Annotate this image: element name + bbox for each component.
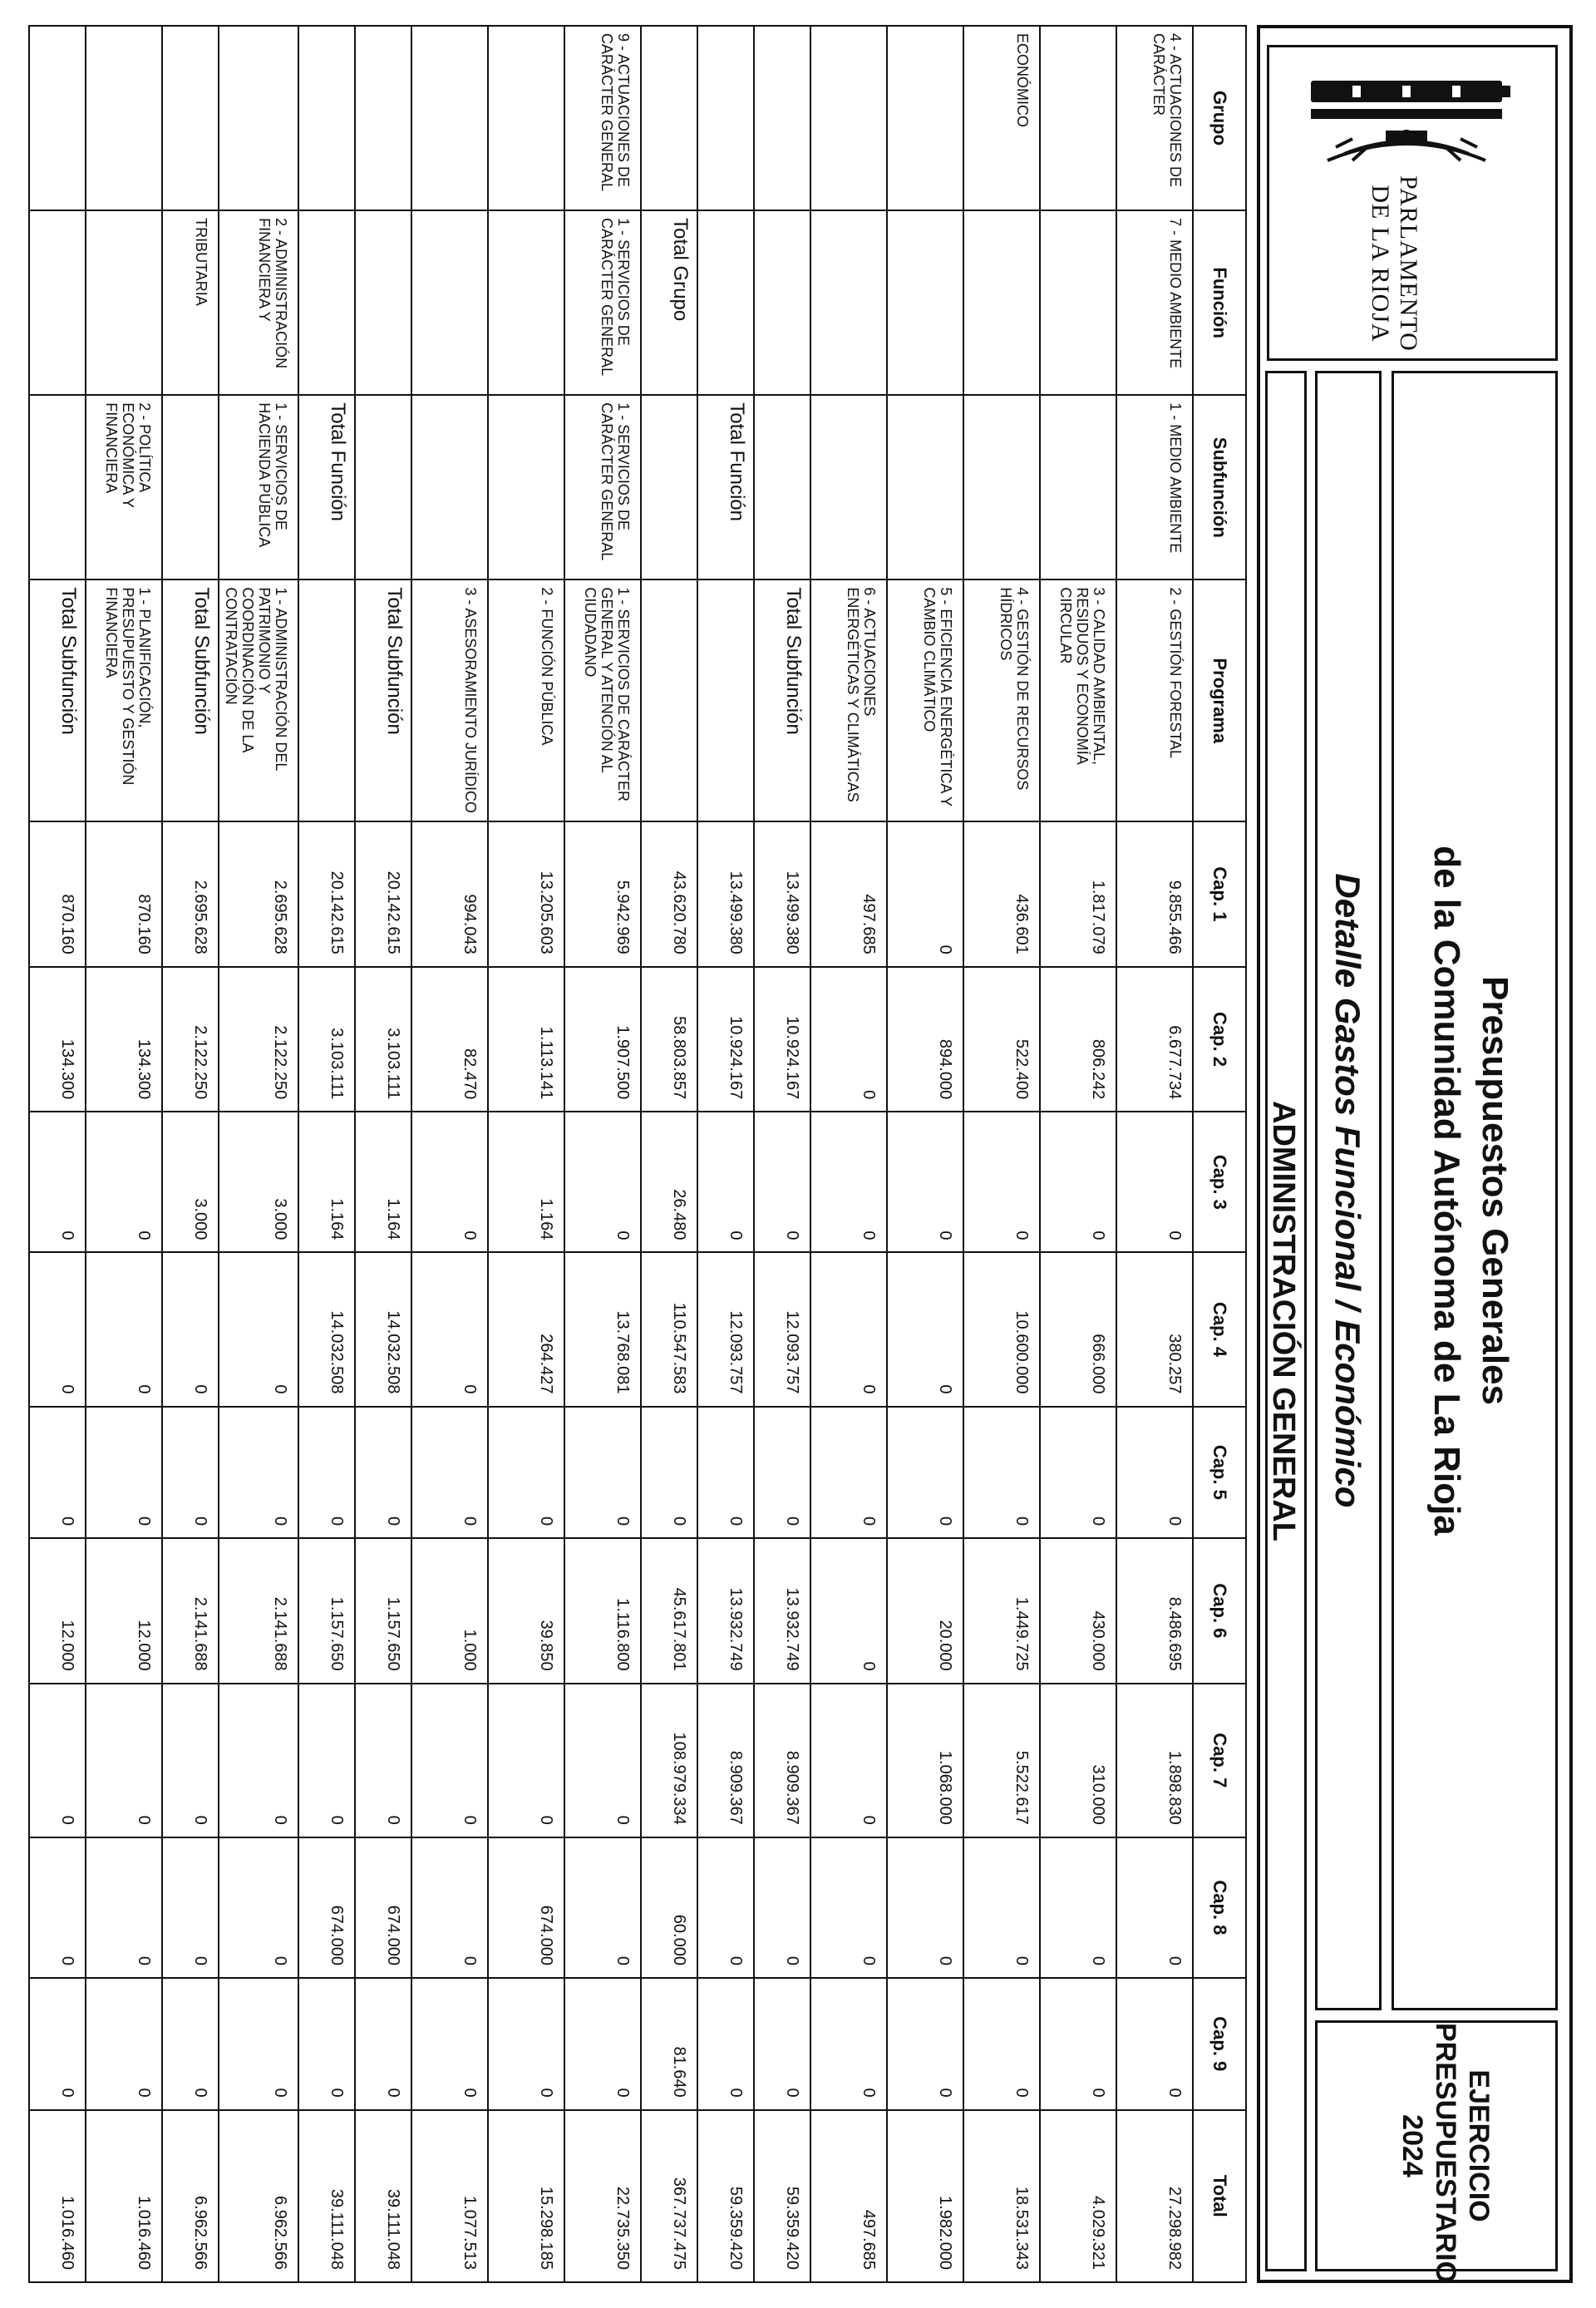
cell-value: 0 <box>564 1407 641 1539</box>
cell-grupo <box>86 26 162 210</box>
cell-subfuncion: Total Función <box>697 395 754 579</box>
cell-value: 82.470 <box>411 967 488 1112</box>
cell-programa: 3 - ASESORAMIENTO JURÍDICO <box>411 579 488 821</box>
fiscal-year-label <box>1396 2023 1495 2283</box>
cell-value: 0 <box>810 1112 887 1252</box>
cell-value: 20.000 <box>887 1538 963 1684</box>
cell-value: 0 <box>29 1684 86 1837</box>
cell-value: 0 <box>219 1978 298 2110</box>
cell-grupo <box>298 26 355 210</box>
cell-value: 0 <box>1040 1978 1116 2110</box>
cell-value: 0 <box>162 1978 219 2110</box>
cell-value: 0 <box>411 1407 488 1539</box>
cell-value: 2.122.250 <box>219 967 298 1112</box>
cell-value: 0 <box>564 1112 641 1252</box>
cell-value: 497.685 <box>810 821 887 967</box>
column-header: Cap. 1 <box>1193 821 1246 967</box>
cell-grupo <box>754 26 810 210</box>
table-row <box>887 26 963 2282</box>
cell-value: 497.685 <box>810 2110 887 2282</box>
cell-value: 6.962.566 <box>219 2110 298 2282</box>
cell-value: 0 <box>86 1112 162 1252</box>
cell-value: 870.160 <box>86 821 162 967</box>
cell-value: 110.547.583 <box>641 1252 697 1406</box>
title-box <box>1392 371 1558 2010</box>
cell-value: 13.932.749 <box>754 1538 810 1684</box>
cell-subfuncion <box>887 395 963 579</box>
fiscal-year-line1: EJERCICIO <box>1463 2069 1495 2222</box>
cell-value: 81.640 <box>641 1978 697 2110</box>
cell-value: 0 <box>219 1684 298 1837</box>
cell-value: 13.499.380 <box>754 821 810 967</box>
cell-value: 12.000 <box>86 1538 162 1684</box>
cell-value: 0 <box>411 1684 488 1837</box>
cell-value: 0 <box>86 1252 162 1406</box>
table-row <box>963 26 1040 2282</box>
cell-value: 870.160 <box>29 821 86 967</box>
cell-programa: 2 - GESTIÓN FORESTAL <box>1116 579 1193 821</box>
table-row <box>1116 26 1193 2282</box>
column-header: Cap. 7 <box>1193 1684 1246 1837</box>
cell-value: 0 <box>86 1407 162 1539</box>
parliament-line1: PARLAMENTO <box>1395 175 1422 352</box>
table-row <box>29 26 86 2282</box>
cell-value: 58.803.857 <box>641 967 697 1112</box>
table-row <box>754 26 810 2282</box>
cell-subfuncion: 1 - MEDIO AMBIENTE <box>1116 395 1193 579</box>
column-header: Cap. 3 <box>1193 1112 1246 1252</box>
cell-subfuncion: 2 - POLÍTICA ECONÓMICA Y FINANCIERA <box>86 395 162 579</box>
cell-value: 1.164 <box>298 1112 355 1252</box>
cell-subfuncion: 1 - SERVICIOS DE CARÁCTER GENERAL <box>564 395 641 579</box>
cell-value: 894.000 <box>887 967 963 1112</box>
subtitle-box <box>1315 371 1382 2010</box>
cell-value: 59.359.420 <box>754 2110 810 2282</box>
cell-value: 264.427 <box>488 1252 564 1406</box>
cell-funcion: 2 - ADMINISTRACIÓN FINANCIERA Y <box>219 210 298 395</box>
cell-value: 0 <box>162 1684 219 1837</box>
cell-value: 20.142.615 <box>355 821 411 967</box>
table-body <box>29 26 1193 2282</box>
cell-value: 14.032.508 <box>355 1252 411 1406</box>
cell-programa: Total Subfunción <box>355 579 411 821</box>
cell-subfuncion <box>162 395 219 579</box>
cell-value: 0 <box>488 1684 564 1837</box>
table-row <box>298 26 355 2282</box>
cell-value: 674.000 <box>355 1837 411 1978</box>
cell-value: 1.157.650 <box>355 1538 411 1684</box>
column-header: Cap. 9 <box>1193 1978 1246 2110</box>
cell-value: 0 <box>29 1252 86 1406</box>
cell-value: 1.898.830 <box>1116 1684 1193 1837</box>
budget-table <box>28 25 1247 2283</box>
table-row <box>162 26 219 2282</box>
cell-subfuncion <box>1040 395 1116 579</box>
cell-value: 0 <box>86 1978 162 2110</box>
cell-value: 13.932.749 <box>697 1538 754 1684</box>
section-box <box>1265 371 1307 2271</box>
cell-value: 10.600.000 <box>963 1252 1040 1406</box>
cell-value: 0 <box>963 1407 1040 1539</box>
cell-value: 674.000 <box>298 1837 355 1978</box>
cell-grupo <box>355 26 411 210</box>
cell-programa: 1 - PLANIFICACIÓN, PRESUPUESTO Y GESTIÓN FINANCIERA <box>86 579 162 821</box>
fiscal-year-line2: PRESUPUESTARIO <box>1430 2023 1461 2283</box>
cell-value: 0 <box>298 1684 355 1837</box>
cell-grupo <box>488 26 564 210</box>
cell-value: 0 <box>564 1837 641 1978</box>
cell-funcion <box>754 210 810 395</box>
cell-funcion: Total Grupo <box>641 210 697 395</box>
cell-subfuncion: Total Función <box>298 395 355 579</box>
cell-value: 13.499.380 <box>697 821 754 967</box>
column-header: Programa <box>1193 579 1246 821</box>
cell-value: 0 <box>1040 1407 1116 1539</box>
cell-value: 0 <box>355 1978 411 2110</box>
parliament-name <box>1366 172 1422 355</box>
cell-grupo <box>162 26 219 210</box>
cell-funcion <box>86 210 162 395</box>
cell-programa: 1 - ADMINISTRACIÓN DEL PATRIMONIO Y COORDINACIÓN DE LA CONTRATACIÓN <box>219 579 298 821</box>
cell-value: 0 <box>887 821 963 967</box>
cell-programa: 3 - CALIDAD AMBIENTAL, RESIDUOS Y ECONOMÍA CIRCULAR <box>1040 579 1116 821</box>
section-title: ADMINISTRACIÓN GENERAL <box>1266 1101 1301 1541</box>
cell-value: 0 <box>1116 1112 1193 1252</box>
cell-funcion: 1 - SERVICIOS DE CARÁCTER GENERAL <box>564 210 641 395</box>
table-row <box>564 26 641 2282</box>
cell-value: 0 <box>810 1978 887 2110</box>
cell-programa: Total Subfunción <box>162 579 219 821</box>
cell-value: 0 <box>810 1252 887 1406</box>
cell-value: 43.620.780 <box>641 821 697 967</box>
cell-value: 806.242 <box>1040 967 1116 1112</box>
column-header: Función <box>1193 210 1246 395</box>
cell-value: 0 <box>29 1407 86 1539</box>
cell-value: 134.300 <box>86 967 162 1112</box>
cell-grupo <box>1040 26 1116 210</box>
cell-value: 1.016.460 <box>86 2110 162 2282</box>
cell-value: 0 <box>86 1837 162 1978</box>
cell-value: 14.032.508 <box>298 1252 355 1406</box>
cell-value: 1.982.000 <box>887 2110 963 2282</box>
cell-value: 0 <box>488 1407 564 1539</box>
cell-value: 2.141.688 <box>219 1538 298 1684</box>
cell-programa: 4 - GESTIÓN DE RECURSOS HÍDRICOS <box>963 579 1040 821</box>
cell-subfuncion <box>411 395 488 579</box>
cell-value: 1.817.079 <box>1040 821 1116 967</box>
cell-value: 0 <box>754 1978 810 2110</box>
cell-value: 0 <box>564 1684 641 1837</box>
cell-value: 2.122.250 <box>162 967 219 1112</box>
cell-funcion <box>355 210 411 395</box>
cell-value: 8.486.695 <box>1116 1538 1193 1684</box>
cell-value: 0 <box>162 1837 219 1978</box>
cell-funcion <box>488 210 564 395</box>
cell-value: 15.298.185 <box>488 2110 564 2282</box>
cell-funcion <box>887 210 963 395</box>
cell-value: 0 <box>810 967 887 1112</box>
cell-value: 1.116.800 <box>564 1538 641 1684</box>
cell-value: 1.164 <box>355 1112 411 1252</box>
cell-value: 0 <box>162 1252 219 1406</box>
cell-value: 8.909.367 <box>697 1684 754 1837</box>
cell-programa: 2 - FUNCIÓN PÚBLICA <box>488 579 564 821</box>
cell-subfuncion <box>355 395 411 579</box>
cell-grupo <box>641 26 697 210</box>
cell-subfuncion <box>810 395 887 579</box>
cell-value: 0 <box>697 1978 754 2110</box>
column-header: Cap. 6 <box>1193 1538 1246 1684</box>
cell-value: 9.855.466 <box>1116 821 1193 967</box>
cell-value: 3.000 <box>219 1112 298 1252</box>
cell-programa: Total Subfunción <box>754 579 810 821</box>
cell-value: 0 <box>411 1112 488 1252</box>
cell-value: 0 <box>219 1837 298 1978</box>
document-title-line2: de la Comunidad Autónoma de La Rioja <box>1426 846 1467 1536</box>
cell-grupo <box>697 26 754 210</box>
cell-value: 1.016.460 <box>29 2110 86 2282</box>
cell-value: 0 <box>887 1407 963 1539</box>
fiscal-year-value: 2024 <box>1396 2114 1428 2177</box>
cell-value: 3.103.111 <box>298 967 355 1112</box>
cell-value: 0 <box>887 1837 963 1978</box>
cell-subfuncion <box>963 395 1040 579</box>
cell-value: 59.359.420 <box>697 2110 754 2282</box>
table-row <box>697 26 754 2282</box>
cell-value: 0 <box>963 1837 1040 1978</box>
cell-value: 0 <box>754 1407 810 1539</box>
cell-value: 12.093.757 <box>697 1252 754 1406</box>
column-header: Cap. 8 <box>1193 1837 1246 1978</box>
cell-value: 0 <box>29 1112 86 1252</box>
cell-value: 994.043 <box>411 821 488 967</box>
cell-value: 45.617.801 <box>641 1538 697 1684</box>
cell-value: 0 <box>641 1407 697 1539</box>
cell-value: 1.000 <box>411 1538 488 1684</box>
cell-value: 3.103.111 <box>355 967 411 1112</box>
cell-programa <box>641 579 697 821</box>
cell-value: 0 <box>29 1837 86 1978</box>
cell-value: 2.141.688 <box>162 1538 219 1684</box>
cell-value: 5.522.617 <box>963 1684 1040 1837</box>
cell-value: 0 <box>963 1978 1040 2110</box>
cell-funcion <box>298 210 355 395</box>
cell-value: 0 <box>887 1112 963 1252</box>
cell-grupo <box>810 26 887 210</box>
cell-value: 6.677.734 <box>1116 967 1193 1112</box>
cell-subfuncion <box>754 395 810 579</box>
cell-value: 0 <box>355 1684 411 1837</box>
cell-funcion <box>810 210 887 395</box>
cell-programa: 1 - SERVICIOS DE CARÁCTER GENERAL Y ATENCIÓN AL CIUDADANO <box>564 579 641 821</box>
cell-value: 0 <box>162 1407 219 1539</box>
cell-subfuncion <box>488 395 564 579</box>
page-header <box>1257 25 1573 2283</box>
cell-value: 3.000 <box>162 1112 219 1252</box>
cell-value: 310.000 <box>1040 1684 1116 1837</box>
table-row <box>411 26 488 2282</box>
cell-funcion <box>697 210 754 395</box>
document-subtitle: Detalle Gastos Funcional / Económico <box>1328 873 1367 1508</box>
budget-table-wrap <box>25 25 1247 2283</box>
cell-value: 1.068.000 <box>887 1684 963 1837</box>
cell-value: 0 <box>86 1684 162 1837</box>
cell-value: 20.142.615 <box>298 821 355 967</box>
cell-value: 0 <box>298 1407 355 1539</box>
document-title-line1: Presupuestos Generales <box>1475 975 1515 1405</box>
cell-value: 0 <box>29 1978 86 2110</box>
cell-value: 1.164 <box>488 1112 564 1252</box>
column-header: Cap. 4 <box>1193 1252 1246 1406</box>
cell-value: 22.735.350 <box>564 2110 641 2282</box>
cell-value: 8.909.367 <box>754 1684 810 1837</box>
cell-value: 0 <box>1040 1837 1116 1978</box>
cell-value: 39.850 <box>488 1538 564 1684</box>
cell-programa: Total Subfunción <box>29 579 86 821</box>
fiscal-year-box <box>1315 2020 1558 2283</box>
cell-value: 0 <box>810 1684 887 1837</box>
cell-value: 13.768.081 <box>564 1252 641 1406</box>
cell-funcion <box>963 210 1040 395</box>
cell-value: 0 <box>810 1407 887 1539</box>
table-row <box>488 26 564 2282</box>
cell-value: 674.000 <box>488 1837 564 1978</box>
column-header: Cap. 2 <box>1193 967 1246 1112</box>
cell-value: 1.113.141 <box>488 967 564 1112</box>
cell-grupo: 4 - ACTUACIONES DE CARÁCTER <box>1116 26 1193 210</box>
cell-value: 10.924.167 <box>697 967 754 1112</box>
parliament-crest-icon <box>1294 77 1519 169</box>
cell-value: 0 <box>810 1538 887 1684</box>
cell-value: 0 <box>887 1252 963 1406</box>
cell-value: 0 <box>411 1837 488 1978</box>
cell-value: 12.093.757 <box>754 1252 810 1406</box>
cell-value: 4.029.321 <box>1040 2110 1116 2282</box>
logo-box <box>1267 45 1558 361</box>
cell-value: 436.601 <box>963 821 1040 967</box>
cell-value: 0 <box>810 1837 887 1978</box>
cell-programa <box>298 579 355 821</box>
column-header: Total <box>1193 2110 1246 2282</box>
cell-programa: 6 - ACTUACIONES ENERGÉTICAS Y CLIMÁTICAS <box>810 579 887 821</box>
cell-grupo <box>219 26 298 210</box>
cell-value: 10.924.167 <box>754 967 810 1112</box>
cell-value: 1.157.650 <box>298 1538 355 1684</box>
table-row <box>641 26 697 2282</box>
cell-grupo <box>411 26 488 210</box>
cell-value: 0 <box>887 1978 963 2110</box>
cell-grupo <box>887 26 963 210</box>
cell-funcion: TRIBUTARIA <box>162 210 219 395</box>
cell-value: 0 <box>564 1978 641 2110</box>
cell-value: 522.400 <box>963 967 1040 1112</box>
table-row <box>219 26 298 2282</box>
cell-value: 5.942.969 <box>564 821 641 967</box>
cell-value: 0 <box>1040 1112 1116 1252</box>
cell-value: 0 <box>488 1978 564 2110</box>
cell-value: 12.000 <box>29 1538 86 1684</box>
cell-value: 39.111.048 <box>355 2110 411 2282</box>
cell-value: 108.979.334 <box>641 1684 697 1837</box>
cell-grupo: ECONÓMICO <box>963 26 1040 210</box>
cell-funcion <box>411 210 488 395</box>
cell-value: 0 <box>754 1112 810 1252</box>
cell-value: 27.298.982 <box>1116 2110 1193 2282</box>
cell-value: 2.695.628 <box>162 821 219 967</box>
cell-value: 13.205.603 <box>488 821 564 967</box>
cell-value: 1.077.513 <box>411 2110 488 2282</box>
cell-value: 0 <box>754 1837 810 1978</box>
cell-value: 0 <box>697 1112 754 1252</box>
cell-value: 1.449.725 <box>963 1538 1040 1684</box>
cell-value: 2.695.628 <box>219 821 298 967</box>
column-header: Cap. 5 <box>1193 1407 1246 1539</box>
parliament-line2: DE LA RIOJA <box>1367 185 1394 343</box>
cell-funcion <box>29 210 86 395</box>
cell-value: 0 <box>1116 1978 1193 2110</box>
table-row <box>355 26 411 2282</box>
cell-subfuncion: 1 - SERVICIOS DE HACIENDA PÚBLICA <box>219 395 298 579</box>
cell-value: 0 <box>963 1112 1040 1252</box>
cell-value: 39.111.048 <box>298 2110 355 2282</box>
cell-subfuncion <box>29 395 86 579</box>
table-row <box>86 26 162 2282</box>
column-header: Grupo <box>1193 26 1246 210</box>
cell-value: 6.962.566 <box>162 2110 219 2282</box>
cell-funcion <box>1040 210 1116 395</box>
cell-value: 0 <box>411 1252 488 1406</box>
cell-value: 380.257 <box>1116 1252 1193 1406</box>
cell-value: 0 <box>697 1837 754 1978</box>
column-header: Subfunción <box>1193 395 1246 579</box>
cell-subfuncion <box>641 395 697 579</box>
cell-value: 367.737.475 <box>641 2110 697 2282</box>
cell-value: 666.000 <box>1040 1252 1116 1406</box>
cell-value: 430.000 <box>1040 1538 1116 1684</box>
cell-value: 0 <box>219 1407 298 1539</box>
cell-value: 0 <box>411 1978 488 2110</box>
cell-programa: 5 - EFICIENCIA ENERGÉTICA Y CAMBIO CLIMÁTICO <box>887 579 963 821</box>
cell-grupo: 9 - ACTUACIONES DE CARÁCTER GENERAL <box>564 26 641 210</box>
cell-value: 0 <box>1116 1837 1193 1978</box>
cell-programa <box>697 579 754 821</box>
table-row <box>1040 26 1116 2282</box>
cell-value: 0 <box>298 1978 355 2110</box>
cell-value: 0 <box>355 1407 411 1539</box>
cell-value: 0 <box>1116 1407 1193 1539</box>
cell-value: 26.480 <box>641 1112 697 1252</box>
cell-grupo <box>29 26 86 210</box>
cell-value: 18.531.343 <box>963 2110 1040 2282</box>
table-header-row <box>1193 26 1246 2282</box>
cell-value: 134.300 <box>29 967 86 1112</box>
cell-value: 1.907.500 <box>564 967 641 1112</box>
cell-funcion: 7 - MEDIO AMBIENTE <box>1116 210 1193 395</box>
table-row <box>810 26 887 2282</box>
cell-value: 60.000 <box>641 1837 697 1978</box>
cell-value: 0 <box>697 1407 754 1539</box>
cell-value: 0 <box>219 1252 298 1406</box>
